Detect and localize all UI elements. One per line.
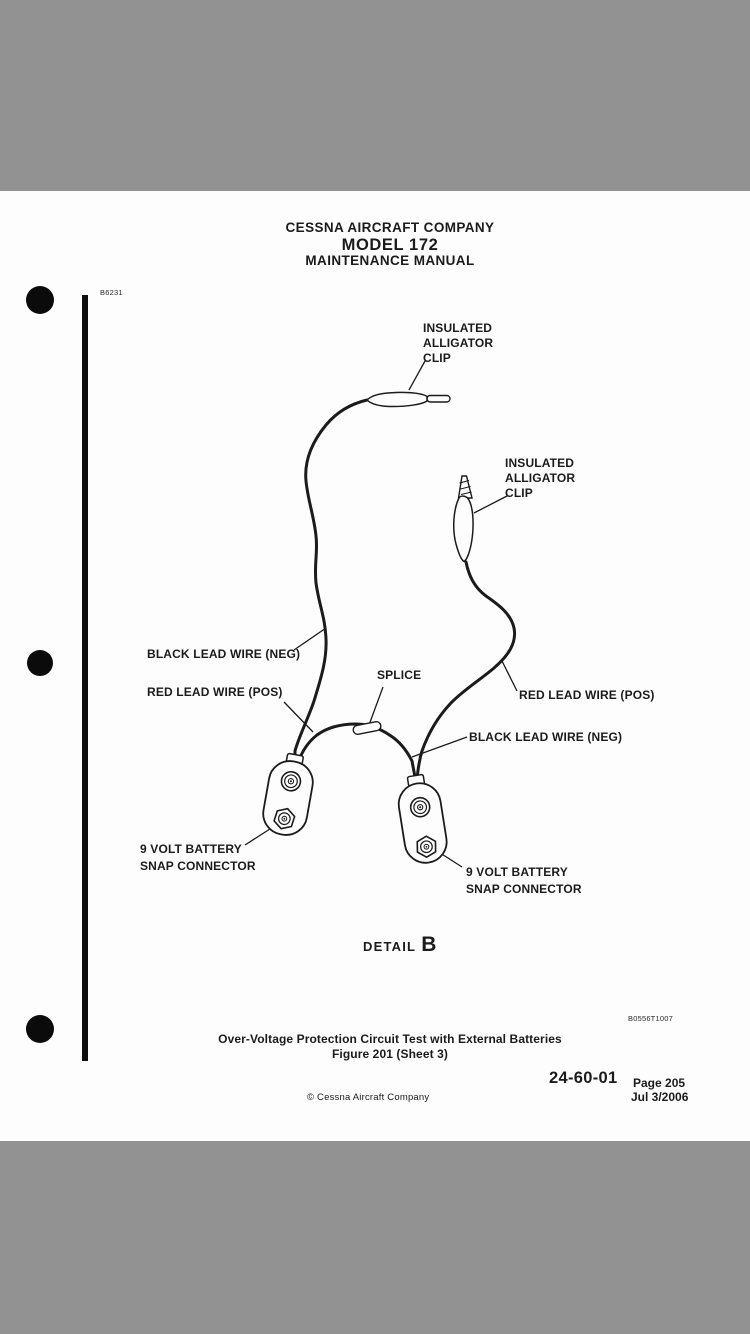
red-lead-wire-right (417, 562, 515, 779)
leader-clip-right (474, 496, 507, 513)
connector-body (260, 758, 316, 839)
lead-wires (295, 400, 515, 779)
label-red-lead-right: RED LEAD WIRE (POS) (519, 688, 655, 702)
manual-page (0, 191, 750, 1141)
detail-title (363, 933, 436, 957)
clip-boot (454, 496, 473, 561)
label-splice: SPLICE (377, 668, 422, 682)
footer-chapter-number: 24-60-01 (549, 1069, 618, 1087)
label-line: SNAP CONNECTOR (140, 858, 256, 873)
label-line: CLIP (505, 486, 533, 500)
figure-caption-line1: Over-Voltage Protection Circuit Test with External Batteries (218, 1032, 562, 1046)
battery-connector-left (260, 751, 317, 838)
margin-code: B6231 (100, 288, 123, 297)
label-line: 9 VOLT BATTERY (466, 865, 568, 879)
clip-boot (367, 392, 427, 406)
battery-connector-right (394, 772, 449, 865)
alligator-clip-top (367, 392, 450, 406)
leader-red-right (502, 661, 517, 691)
detail-letter: B (421, 933, 437, 956)
label-line: 9 VOLT BATTERY (140, 842, 242, 856)
label-clip-top (423, 321, 493, 366)
label-line: INSULATED (505, 456, 575, 470)
figure-code: B0556T1007 (628, 1014, 673, 1023)
footer-date: Jul 3/2006 (631, 1090, 689, 1104)
label-line: CLIP (423, 351, 451, 365)
header-company: CESSNA AIRCRAFT COMPANY (285, 220, 495, 235)
alligator-clip-right (454, 476, 473, 562)
wiring-diagram (0, 191, 750, 1141)
black-lead-wire-left (295, 400, 367, 760)
label-clip-right (505, 456, 575, 501)
footer-copyright: © Cessna Aircraft Company (307, 1092, 430, 1103)
label-black-lead-right: BLACK LEAD WIRE (NEG) (469, 730, 623, 744)
label-line: SNAP CONNECTOR (466, 881, 582, 896)
label-line: ALLIGATOR (505, 471, 576, 485)
header-model: MODEL 172 (341, 236, 439, 254)
connector-body (396, 780, 450, 866)
label-red-lead-left: RED LEAD WIRE (POS) (147, 685, 283, 699)
label-black-lead-left: BLACK LEAD WIRE (NEG) (147, 647, 301, 661)
figure-caption-line2: Figure 201 (Sheet 3) (331, 1047, 449, 1061)
clip-tip (427, 396, 450, 403)
label-battery-left (140, 841, 256, 874)
label-battery-right (466, 864, 582, 897)
label-line: ALLIGATOR (423, 336, 494, 350)
detail-prefix: DETAIL (363, 939, 417, 954)
footer-page-number: Page 205 (633, 1076, 686, 1090)
label-line: INSULATED (423, 321, 493, 335)
header-manual: MAINTENANCE MANUAL (305, 253, 475, 268)
leader-splice (369, 687, 383, 725)
